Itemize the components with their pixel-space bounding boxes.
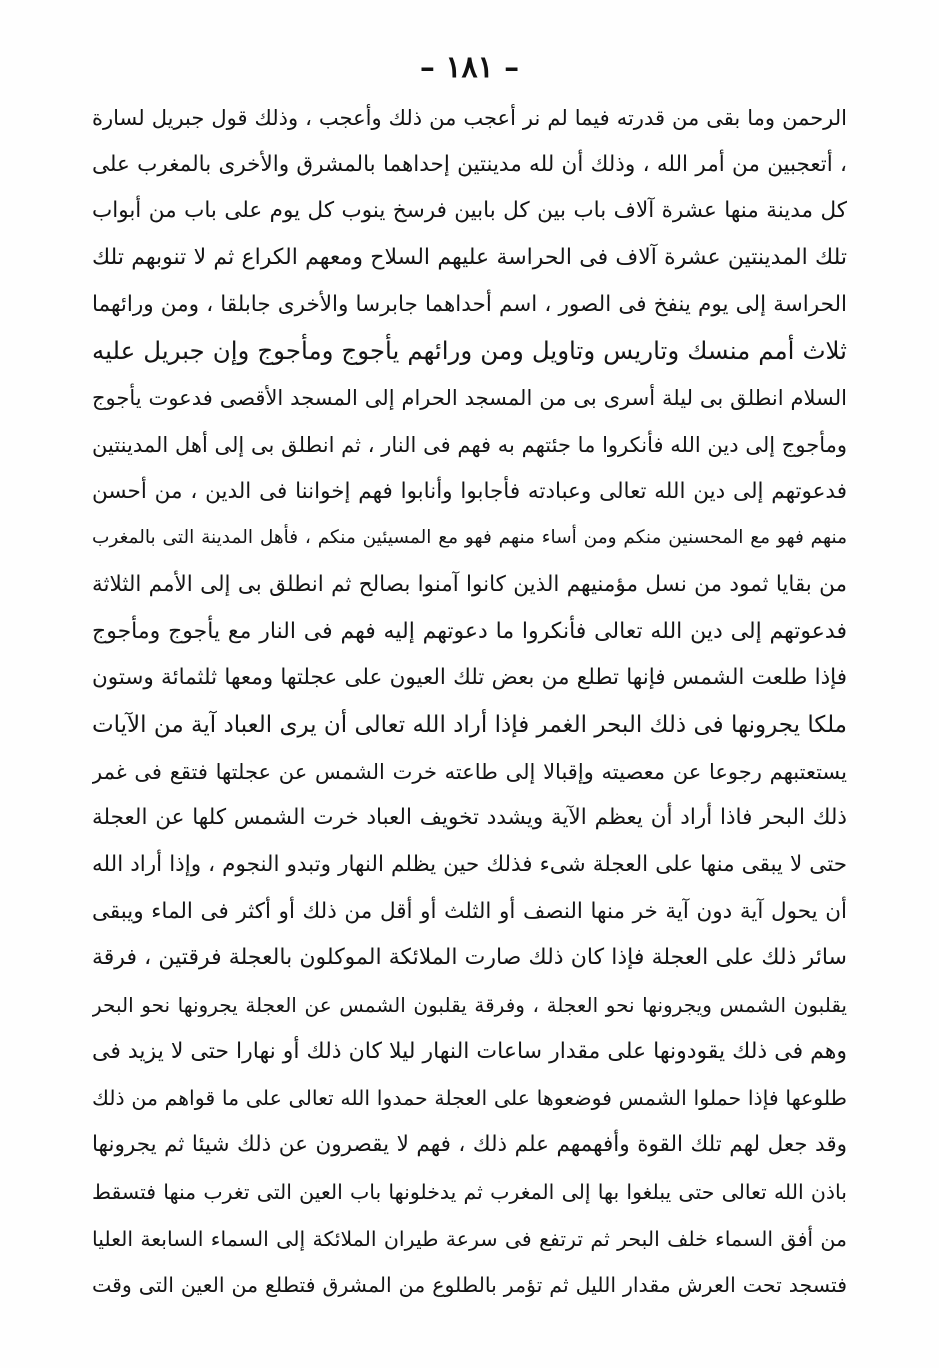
text-line: ثلاث أمم منسك وتاريس وتاويل ومن ورائهم يأجوج ومأجوج وإن جبريل عليه <box>92 336 847 366</box>
text-line: حتى لا يبقى منها على العجلة شىء فذلك حين يظلم النهار وتبدو النجوم ، وإذا أراد الله <box>92 852 847 877</box>
text-line: فإذا طلعت الشمس فإنها تطلع من بعض تلك العيون على عجلتها ومعها ثلثمائة وستون <box>92 665 847 691</box>
text-line: ملكا يجرونها فى ذلك البحر الغمر فإذا أراد الله تعالى أن يرى العباد آية من الآيات <box>92 711 847 738</box>
text-line: وهم فى ذلك يقودونها على مقدار ساعات النهار ليلا كان ذلك أو نهارا حتى لا يزيد فى <box>92 1038 847 1064</box>
text-line: يستعتبهم رجوعا عن معصيته وإقبالا إلى طاعته خرت الشمس عن عجلتها فتقع فى غمر <box>92 759 847 784</box>
text-line: منهم فهو مع المحسنين منكم ومن أساء منهم فهو مع المسيئين منكم ، فأهل المدينة التى بالمغرب <box>92 527 847 549</box>
text-line: طلوعها فإذا حملوا الشمس فوضعوها على العجلة حمدوا الله تعالى على ما قواهم من ذلك <box>92 1086 847 1111</box>
text-line: من أفق السماء خلف البحر ثم ترتفع فى سرعة طيران الملائكة إلى السماء السابعة العليا <box>92 1226 847 1251</box>
text-line: ومأجوج إلى دين الله فأنكروا ما جئتهم به فهم فى النار ، ثم انطلق بى إلى أهل المدينتين <box>92 432 847 457</box>
text-line: باذن الله تعالى حتى يبلغوا بها إلى المغرب ثم يدخلونها باب العين التى تغرب منها فتسقط <box>92 1179 847 1204</box>
text-line: كل مدينة منها عشرة آلاف باب بين كل بابين فرسخ ينوب كل يوم على باب من أبواب <box>92 198 847 224</box>
text-line: وقد جعل لهم تلك القوة وأفهمهم علم ذلك ، فهم لا يقصرون عن ذلك شيئا ثم يجرونها <box>92 1132 847 1158</box>
text-line: فدعوتهم إلى دين الله تعالى وعبادته فأجابوا وأنابوا فهم إخواننا فى الدين ، من أحسن <box>92 478 847 504</box>
text-line: ، أتعجبين من أمر الله ، وذلك أن لله مدينتين إحداهما بالمشرق والأخرى بالمغرب على <box>92 151 847 177</box>
text-line: تلك المدينتين عشرة آلاف فى الحراسة عليهم السلاح ومعهم الكراع ثم لا تنوبهم تلك <box>92 245 847 271</box>
text-line: السلام انطلق بى ليلة أسرى بى من المسجد الحرام إلى المسجد الأقصى فدعوت يأجوج <box>92 386 847 411</box>
body-text <box>92 95 847 1309</box>
text-line: ذلك البحر فاذا أراد أن يعظم الآية ويشدد تخويف العباد خرت الشمس كلها عن العجلة <box>92 805 847 831</box>
text-line: من بقايا ثمود من نسل مؤمنيهم الذين كانوا آمنوا بصالح ثم انطلق بى إلى الأمم الثلاثة <box>92 571 847 597</box>
page-number: – ١٨١ – <box>419 50 520 85</box>
text-line: فدعوتهم إلى دين الله تعالى فأنكروا ما دعوتهم إليه فهم فى النار مع يأجوج ومأجوج <box>92 618 847 644</box>
text-line: الرحمن وما بقى من قدرته فيما لم نر أعجب من ذلك وأعجب ، وذلك قول جبريل لسارة <box>92 106 847 130</box>
text-line: أن يحول آية دون آية خر منها النصف أو الثلث أو أقل من ذلك أو أكثر فى الماء ويبقى <box>92 898 847 924</box>
text-line: سائر ذلك على العجلة فإذا كان ذلك صارت الملائكة الموكلون بالعجلة فرقتين ، فرقة <box>92 945 847 971</box>
text-line: الحراسة إلى يوم ينفخ فى الصور ، اسم أحداهما جابرسا والأخرى جابلقا ، ومن ورائهما <box>92 291 847 317</box>
text-line: يقلبون الشمس ويجرونها نحو العجلة ، وفرقة يقلبون الشمس عن العجلة يجرونها نحو البحر <box>92 993 847 1018</box>
text-line: فتسجد تحت العرش مقدار الليل ثم تؤمر بالطلوع من المشرق فتطلع من العين التى وقت <box>92 1273 847 1298</box>
